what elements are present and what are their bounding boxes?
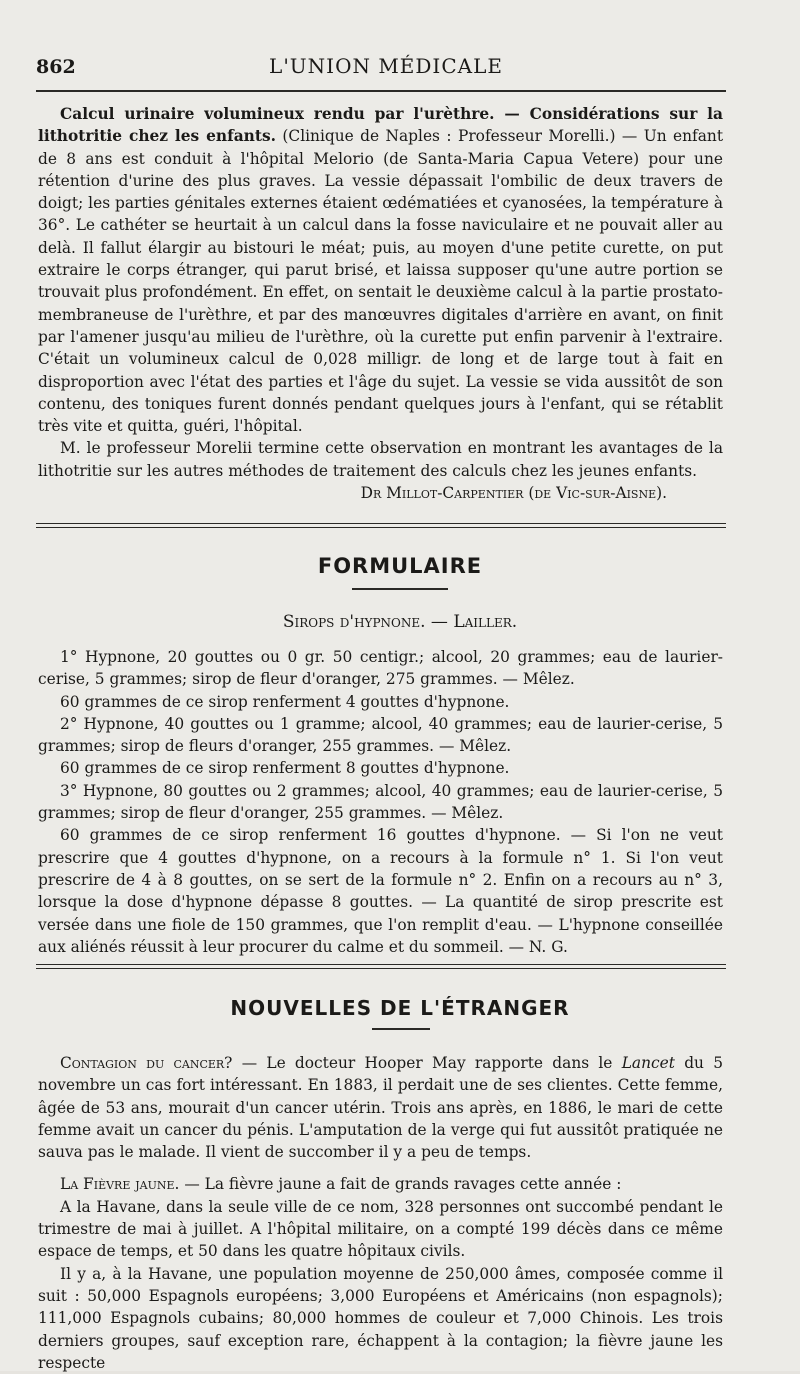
formulaire-title: FORMULAIRE — [317, 554, 483, 578]
section-divider — [36, 523, 726, 524]
formula-2: 2° Hypnone, 40 gouttes ou 1 gramme; alcool, 40 grammes; eau de laurier-cerise, 5 grammes; sirop de fleurs d'oranger, 255 grammes. — Mêlez. — [38, 714, 723, 756]
article-title: Calcul urinaire volumineux rendu par l'urèthre. — Considérations sur la lithotritie chez les enfants. — [38, 105, 723, 146]
header-rule — [36, 90, 726, 92]
news-fievre — [38, 1173, 723, 1195]
nouvelles-body — [38, 1052, 723, 1374]
formulaire-heading — [0, 554, 800, 578]
article-clinic: (Clinique de Naples : Professeur Morelli.) — — [282, 127, 638, 146]
news-havane-1: A la Havane, dans la seule ville de ce nom, 328 personnes ont succombé pendant le trimestre de mai à juillet. A l'hôpital militaire, on a compté 199 décès dans ce même espace de temps, et 50 dans les quatre hôpitaux civils. — [38, 1197, 723, 1261]
running-header — [36, 52, 736, 84]
heading-underline — [352, 588, 448, 590]
news-cancer-journal: Lancet — [621, 1054, 675, 1072]
news-fievre-text: — La fièvre jaune a fait de grands ravages cette année : — [184, 1175, 622, 1194]
news-havane-2: Il y a, à la Havane, une population moyenne de 250,000 âmes, composée comme il suit : 50,000 Espagnols européens; 3,000 Européens et Américains (non espagnols); 111,000 Espagnols cubains; 80,000 hommes de couleur et 7,000 Chinois. Les trois derniers groupes, sauf exception rare, échappent à la contagion; la fièvre jaune les respecte — [38, 1264, 723, 1372]
page-number: 862 — [36, 56, 76, 78]
article-body: Un enfant de 8 ans est conduit à l'hôpital Melorio (de Santa-Maria Capua Vetere) pour une rétention d'urine des plus graves. La vessie dépassait l'ombilic de deux travers de doigt; les parties génitales externes étaient œdématiées et cyanosées, la température à 36°. Le cathéter se heurtait à un calcul dans la fosse naviculaire et ne pouvait aller au delà. Il fallut élargir au bistouri le méat; puis, au moyen d'une petite curette, on put extraire le corps étranger, qui parut brisé, et laissa supposer qu'une autre portion se trouvait plus profondément. En effet, on sentait le deuxième calcul à la partie prostato-membraneuse de l'urèthre, et par des manœuvres digitales d'arrière en avant, on finit par l'amener jusqu'au milieu de l'urèthre, où la curette put enfin parvenir à l'extraire. C'était un volumineux calcul de 0,028 milligr. de long et de large tout à fait en disproportion avec l'état des parties et l'âge du sujet. La vessie se vida aussitôt de son contenu, des toniques furent donnés pendant quelques jours à l'enfant, qui se rétablit très vite et quitta, guéri, l'hôpital. — [38, 127, 724, 436]
article-conclusion: M. le professeur Morelii termine cette observation en montrant les avantages de la lithotritie sur les autres méthodes de traitement des calculs chez les jeunes enfants. — [38, 439, 723, 480]
news-cancer-text-2: du 5 novembre un cas fort intéressant. En 1883, il perdait une de ses clientes. Cette femme, âgée de 53 ans, mourait d'un cancer utérin. Trois ans après, en 1886, le mari de cette femme avait un cancer du pénis. L'amputation de la verge qui fut aussitôt pratiquée ne sauva pas le malade. Il vient de succomber il y a peu de temps. — [38, 1054, 723, 1162]
heading-underline — [372, 1028, 430, 1030]
formula-1-note: 60 grammes de ce sirop renferment 4 gouttes d'hypnone. — [60, 692, 510, 711]
nouvelles-title: NOUVELLES DE L'ÉTRANGER — [230, 996, 570, 1020]
formulaire-body — [38, 646, 723, 958]
formulaire-subtitle: Sirops d'hypnone. — Lailler. — [282, 612, 518, 632]
news-fievre-lead: La Fièvre jaune. — [60, 1175, 180, 1194]
formula-1: 1° Hypnone, 20 gouttes ou 0 gr. 50 centigr.; alcool, 20 grammes; eau de laurier-cerise, 5 grammes; sirop de fleur d'oranger, 275 grammes. — Mêlez. — [38, 648, 723, 689]
formula-3-note: 60 grammes de ce sirop renferment 16 gouttes d'hypnone. — Si l'on ne veut prescrire que 4 gouttes d'hypnone, on a recours à la formule n° 1. Si l'on veut prescrire de 4 à 8 gouttes, on se sert de la formule n° 2. Enfin on a recours au n° 3, lorsque la dose d'hypnone dépasse 8 gouttes. — La quantité de sirop prescrite est versée dans une fiole de 150 grammes, que l'on remplit d'eau. — L'hypnone conseillée aux aliénés réussit à leur procurer du calme et du sommeil. — N. G. — [38, 826, 723, 956]
article-lithotritie — [38, 103, 723, 504]
journal-title: L'UNION MÉDICALE — [269, 54, 503, 78]
article-paragraph — [38, 103, 723, 437]
news-cancer-text-1: — Le docteur Hooper May rapporte dans le — [241, 1054, 613, 1072]
nouvelles-heading — [0, 996, 800, 1020]
section-divider-double — [36, 968, 726, 969]
news-cancer — [38, 1052, 723, 1163]
formula-3: 3° Hypnone, 80 gouttes ou 2 grammes; alcool, 40 grammes; eau de laurier-cerise, 5 grammes; sirop de fleur d'oranger, 255 grammes. — Mêlez. — [38, 781, 723, 823]
formula-2-note: 60 grammes de ce sirop renferment 8 gouttes d'hypnone. — [60, 759, 510, 778]
section-divider-double — [36, 527, 726, 528]
section-divider — [36, 964, 726, 965]
article-signature: Dr Millot-Carpentier (de Vic-sur-Aisne). — [360, 484, 667, 503]
news-cancer-lead: Contagion du cancer? — [60, 1054, 233, 1072]
